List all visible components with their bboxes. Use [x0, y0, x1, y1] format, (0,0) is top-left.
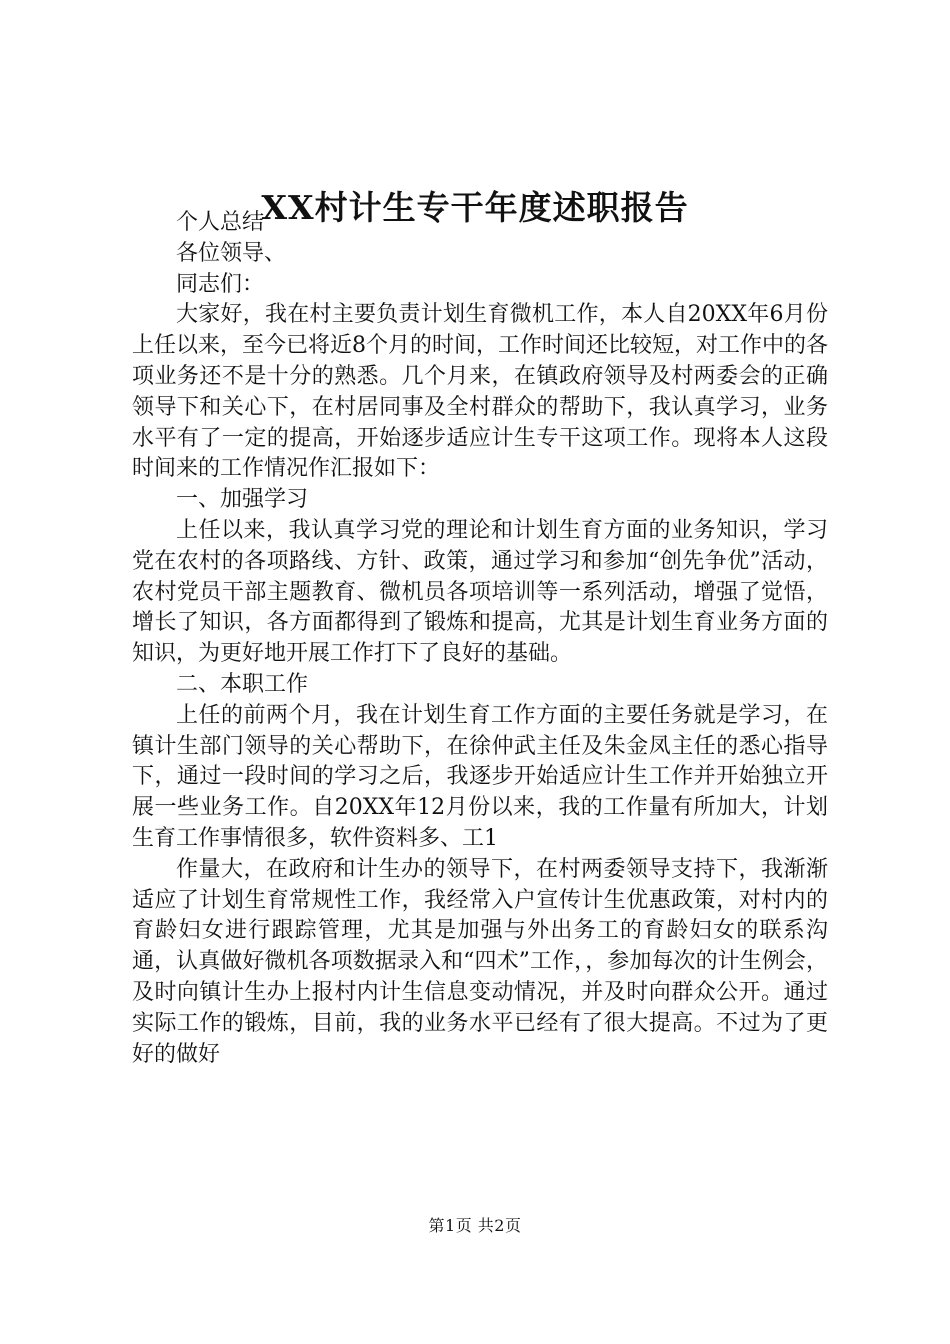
document-title: XX村计生专干年度述职报告 — [261, 188, 689, 227]
doc-paragraph-study: 上任以来，我认真学习党的理论和计划生育方面的业务知识，学习党在农村的各项路线、方针、政策，通过学习和参加“创先争优”活动，农村党员干部主题教育、微机员各项培训等一系列活动，增强了觉悟，增长了知识，各方面都得到了锻炼和提高，尤其是计划生育业务方面的知识，为更好地开展工作打下了良好的基础。 — [132, 517, 828, 667]
doc-paragraph-salutation-comrades: 同志们： — [176, 271, 265, 297]
doc-section-heading-study: 一、加强学习 — [176, 487, 309, 513]
doc-paragraph-personal-summary: 个人总结 — [176, 210, 265, 235]
doc-paragraph-intro: 大家好，我在村主要负责计划生育微机工作，本人自20XX年6月份上任以来，至今已将近8个月的时间，工作时间还比较短，对工作中的各项业务还不是十分的熟悉。几个月来，在镇政府领导及村两委会的正确领导下和关心下，在村居同事及全村群众的帮助下，我认真学习，业务水平有了一定的提高，开始逐步适应计生专干这项工作。现将本人这段时间来的工作情况作汇报如下： — [132, 302, 828, 482]
doc-section-heading-duties: 二、本职工作 — [176, 671, 309, 697]
doc-paragraph-salutation-leaders: 各位领导、 — [176, 240, 287, 266]
page-indicator: 第1页 共2页 — [428, 1216, 522, 1235]
document-body — [132, 208, 828, 1070]
doc-paragraph-duties-1: 上任的前两个月，我在计划生育工作方面的主要任务就是学习，在镇计生部门领导的关心帮助下，在徐仲武主任及朱金凤主任的悉心指导下，通过一段时间的学习之后，我逐步开始适应计生工作并开始独立开展一些业务工作。自20XX年12月份以来，我的工作量有所加大，计划生育工作事情很多，软件资料多、工1 — [132, 702, 828, 851]
doc-paragraph-duties-2: 作量大，在政府和计生办的领导下，在村两委领导支持下，我渐渐适应了计划生育常规性工作，我经常入户宣传计生优惠政策，对村内的育龄妇女进行跟踪管理，尤其是加强与外出务工的育龄妇女的联系沟通，认真做好微机各项数据录入和“四术”工作，，参加每次的计生例会，及时向镇计生办上报村内计生信息变动情况，并及时向群众公开。通过实际工作的锻炼，目前，我的业务水平已经有了很大提高。不过为了更好的做好 — [132, 856, 828, 1067]
